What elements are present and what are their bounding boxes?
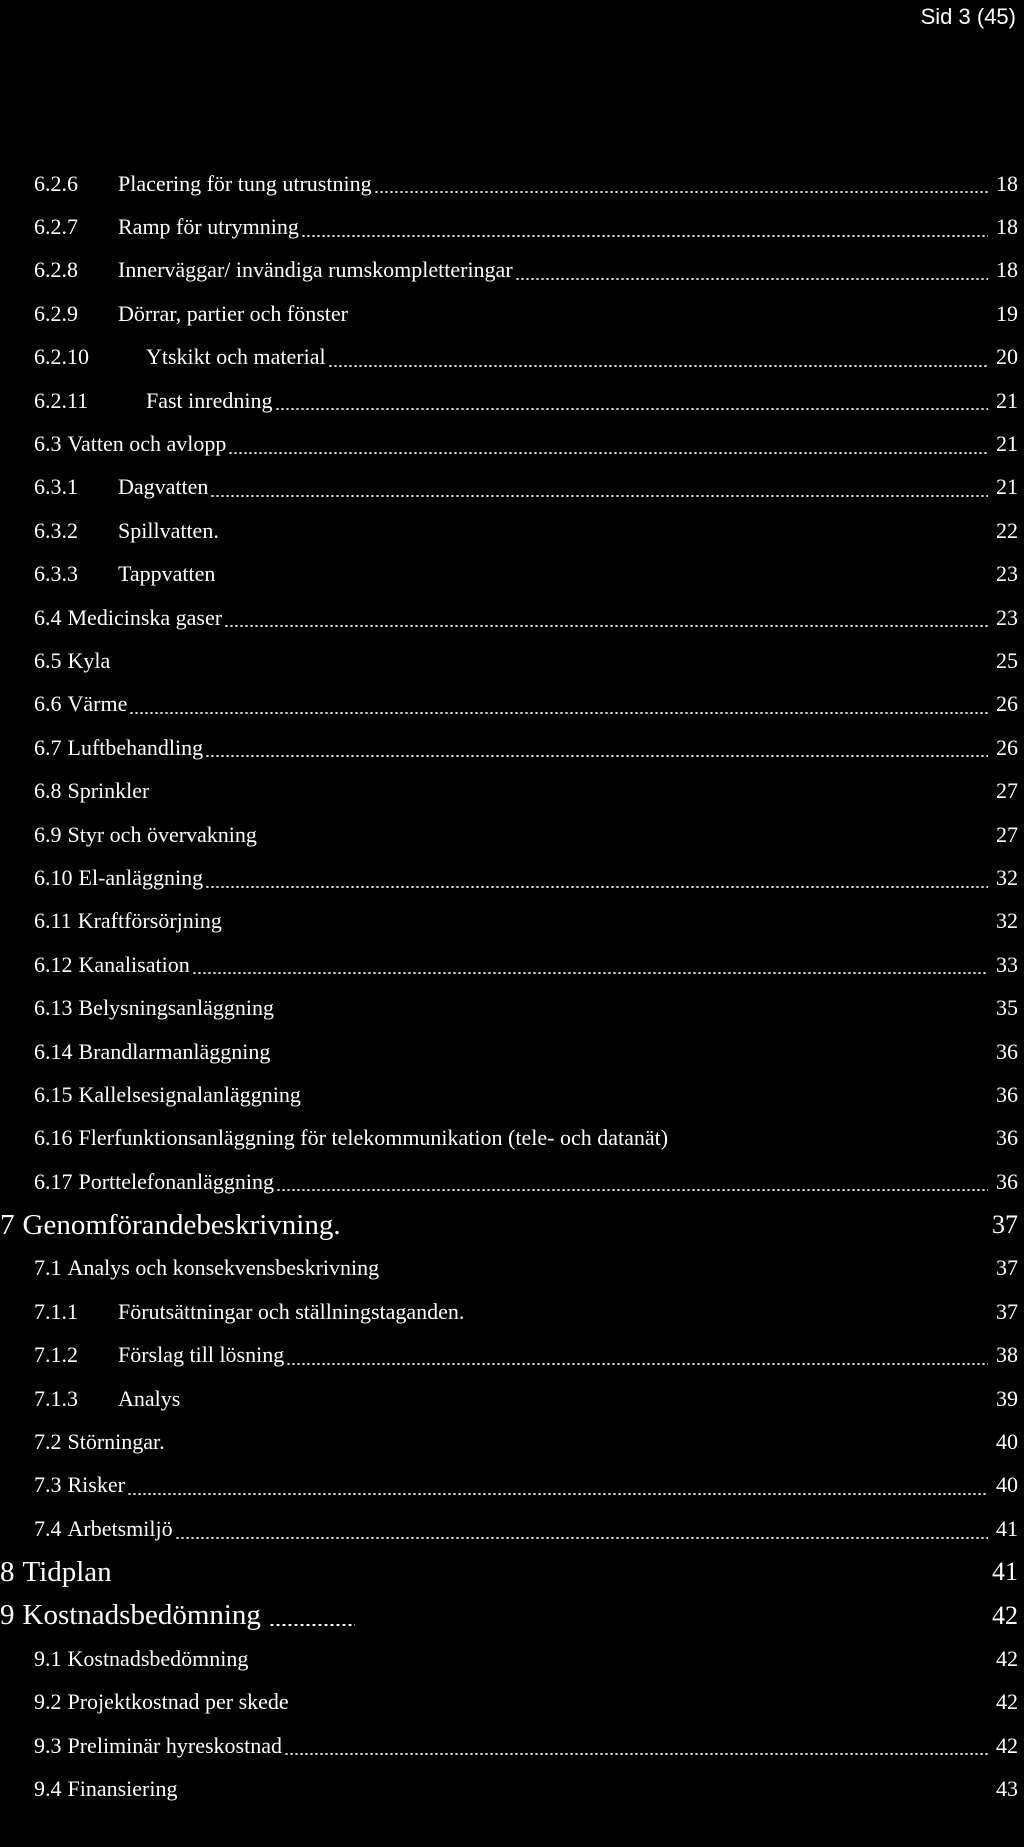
toc-entry-page: 23	[996, 561, 1018, 587]
toc-entry-title: Porttelefonanläggning	[78, 1168, 275, 1194]
toc-entry-number: 7.1.3	[34, 1385, 78, 1411]
toc-entry-title: Luftbehandling	[67, 734, 204, 760]
toc-dot-leader	[129, 712, 988, 714]
toc-entry-page: 38	[996, 1342, 1018, 1368]
toc-entry-number: 6.3	[34, 431, 62, 457]
toc-entry-title: Brandlarmanläggning	[78, 1038, 271, 1064]
toc-entry-page: 43	[996, 1776, 1018, 1802]
toc-entry[interactable]	[0, 509, 1024, 552]
toc-entry-title: Medicinska gaser	[67, 604, 223, 630]
toc-entry-title: Ytskikt och material	[146, 344, 326, 370]
toc-entry[interactable]	[0, 639, 1024, 682]
toc-entry[interactable]	[0, 1767, 1024, 1810]
toc-entry-number: 6.7	[34, 734, 62, 760]
toc-entry[interactable]	[0, 1724, 1024, 1767]
toc-dot-leader	[275, 408, 989, 410]
toc-entry[interactable]	[0, 1377, 1024, 1420]
toc-entry[interactable]	[0, 249, 1024, 292]
toc-dot-leader	[276, 1189, 988, 1191]
toc-entry-number: 6.2.8	[34, 257, 78, 283]
toc-entry-title: Fast inredning	[146, 387, 273, 413]
toc-entry-page: 19	[996, 300, 1018, 326]
table-of-contents	[0, 162, 1024, 1811]
toc-entry-title: Finansiering	[67, 1776, 178, 1802]
toc-entry[interactable]	[0, 769, 1024, 812]
toc-entry-number: 6.10	[34, 864, 73, 890]
toc-dot-leader	[328, 365, 988, 367]
toc-entry-page: 35	[996, 995, 1018, 1021]
toc-dot-leader	[175, 1537, 988, 1539]
toc-dot-leader	[127, 1493, 988, 1495]
toc-entry-page: 23	[996, 604, 1018, 630]
toc-entry-page: 25	[996, 647, 1018, 673]
toc-entry-page: 27	[996, 778, 1018, 804]
toc-entry-title: El-anläggning	[78, 864, 204, 890]
toc-entry-number: 6.13	[34, 995, 73, 1021]
toc-entry-number: 8	[0, 1555, 15, 1588]
toc-entry-title: Genomförandebeskrivning.	[22, 1208, 341, 1241]
toc-entry-title: Kostnadsbedömning	[22, 1599, 261, 1632]
toc-entry-number: 6.6	[34, 691, 62, 717]
toc-entry-number: 7.4	[34, 1515, 62, 1541]
toc-entry-page: 20	[996, 344, 1018, 370]
toc-entry[interactable]	[0, 1681, 1024, 1724]
toc-entry-page: 27	[996, 821, 1018, 847]
toc-entry-page: 32	[996, 864, 1018, 890]
toc-entry[interactable]	[0, 1420, 1024, 1463]
toc-entry-number: 9.1	[34, 1645, 62, 1671]
toc-entry-page: 42	[992, 1600, 1018, 1630]
toc-entry-number: 6.2.6	[34, 170, 78, 196]
toc-entry-number: 6.17	[34, 1168, 73, 1194]
toc-entry-page: 18	[996, 257, 1018, 283]
toc-entry-title: Tidplan	[22, 1555, 112, 1588]
toc-entry-page: 40	[996, 1429, 1018, 1455]
toc-entry[interactable]	[0, 422, 1024, 465]
toc-entry-number: 9.2	[34, 1689, 62, 1715]
toc-entry-title: Arbetsmiljö	[67, 1515, 173, 1541]
toc-entry-title: Belysningsanläggning	[78, 995, 275, 1021]
toc-entry-title: Flerfunktionsanläggning för telekommunikation (tele- och datanät)	[78, 1125, 669, 1151]
toc-entry[interactable]	[0, 1637, 1024, 1680]
toc-entry-title: Analys	[118, 1385, 181, 1411]
toc-entry-page: 42	[996, 1689, 1018, 1715]
toc-entry-number: 9	[0, 1599, 15, 1632]
toc-entry[interactable]	[0, 379, 1024, 422]
toc-entry-title: Tappvatten	[118, 561, 216, 587]
toc-entry-number: 6.14	[34, 1038, 73, 1064]
toc-entry[interactable]	[0, 1160, 1024, 1203]
toc-entry-title: Kanalisation	[78, 951, 190, 977]
toc-entry[interactable]	[0, 162, 1024, 205]
toc-entry-number: 6.2.11	[34, 387, 89, 413]
toc-entry-page: 42	[996, 1732, 1018, 1758]
toc-entry-number: 7.3	[34, 1472, 62, 1498]
toc-dot-leader	[515, 278, 988, 280]
toc-entry-number: 6.12	[34, 951, 73, 977]
toc-entry[interactable]	[0, 1073, 1024, 1116]
toc-dot-leader	[228, 452, 988, 454]
toc-dot-leader	[301, 235, 988, 237]
toc-entry-title: Kostnadsbedömning	[67, 1645, 249, 1671]
toc-entry-title: Förslag till lösning	[118, 1342, 285, 1368]
toc-entry-number: 6.2.9	[34, 300, 78, 326]
toc-entry[interactable]	[0, 813, 1024, 856]
toc-entry-number: 6.15	[34, 1081, 73, 1107]
toc-entry[interactable]	[0, 1290, 1024, 1333]
toc-entry-number: 6.16	[34, 1125, 73, 1151]
toc-dot-leader	[205, 886, 988, 888]
toc-entry-title: Preliminär hyreskostnad	[67, 1732, 282, 1758]
toc-entry-title: Risker	[67, 1472, 125, 1498]
toc-dot-leader	[269, 1624, 355, 1626]
toc-entry-page: 26	[996, 691, 1018, 717]
toc-entry-page: 21	[996, 474, 1018, 500]
toc-entry-title: Kraftförsörjning	[77, 908, 222, 934]
toc-entry-number: 9.3	[34, 1732, 62, 1758]
toc-entry[interactable]	[0, 1334, 1024, 1377]
toc-entry-page: 22	[996, 517, 1018, 543]
toc-entry[interactable]	[0, 596, 1024, 639]
toc-entry-number: 6.2.10	[34, 344, 89, 370]
toc-entry-title: Projektkostnad per skede	[67, 1689, 289, 1715]
toc-entry[interactable]	[0, 1247, 1024, 1290]
toc-dot-leader	[192, 972, 988, 974]
toc-entry-title: Spillvatten.	[118, 517, 219, 543]
toc-entry-number: 7.2	[34, 1429, 62, 1455]
toc-entry[interactable]	[0, 466, 1024, 509]
toc-entry[interactable]	[0, 1507, 1024, 1550]
toc-entry-title: Analys och konsekvensbeskrivning	[67, 1255, 380, 1281]
toc-entry[interactable]	[0, 205, 1024, 248]
toc-dot-leader	[205, 755, 988, 757]
toc-entry-page: 37	[996, 1298, 1018, 1324]
toc-dot-leader	[374, 191, 988, 193]
toc-entry-number: 6.3.3	[34, 561, 78, 587]
toc-entry[interactable]	[0, 986, 1024, 1029]
toc-entry-page: 26	[996, 734, 1018, 760]
toc-entry-page: 39	[996, 1385, 1018, 1411]
toc-entry-page: 36	[996, 1168, 1018, 1194]
toc-entry-page: 37	[996, 1255, 1018, 1281]
toc-entry-number: 6.8	[34, 778, 62, 804]
toc-entry[interactable]	[0, 1551, 1024, 1594]
toc-entry[interactable]	[0, 336, 1024, 379]
toc-entry-page: 41	[996, 1515, 1018, 1541]
toc-entry-title: Styr och övervakning	[67, 821, 257, 847]
toc-entry-page: 36	[996, 1125, 1018, 1151]
toc-entry-page: 41	[992, 1557, 1018, 1587]
toc-entry[interactable]	[0, 856, 1024, 899]
toc-entry[interactable]	[0, 726, 1024, 769]
toc-entry-title: Värme	[67, 691, 128, 717]
toc-entry[interactable]	[0, 292, 1024, 335]
toc-entry-number: 6.4	[34, 604, 62, 630]
toc-entry-number: 6.11	[34, 908, 72, 934]
toc-dot-leader	[284, 1753, 988, 1755]
toc-entry-page: 18	[996, 170, 1018, 196]
toc-dot-leader	[210, 495, 988, 497]
toc-entry-number: 6.5	[34, 647, 62, 673]
toc-entry-title: Ramp för utrymning	[118, 214, 299, 240]
toc-entry-title: Innerväggar/ invändiga rumskompletteringar	[118, 257, 513, 283]
toc-entry-page: 37	[992, 1210, 1018, 1240]
toc-entry-page: 21	[996, 431, 1018, 457]
toc-entry-page: 36	[996, 1038, 1018, 1064]
toc-entry[interactable]	[0, 1030, 1024, 1073]
toc-entry-title: Vatten och avlopp	[67, 431, 227, 457]
toc-entry[interactable]	[0, 1203, 1024, 1246]
toc-entry-title: Placering för tung utrustning	[118, 170, 372, 196]
toc-entry[interactable]	[0, 1117, 1024, 1160]
toc-entry[interactable]	[0, 943, 1024, 986]
toc-entry-number: 7	[0, 1208, 15, 1241]
toc-entry-title: Dörrar, partier och fönster	[118, 300, 349, 326]
toc-entry-title: Förutsättningar och ställningstaganden.	[118, 1298, 465, 1324]
toc-entry-number: 7.1.2	[34, 1342, 78, 1368]
toc-entry-title: Dagvatten	[118, 474, 209, 500]
toc-entry[interactable]	[0, 1464, 1024, 1507]
toc-entry[interactable]	[0, 683, 1024, 726]
toc-entry-number: 6.2.7	[34, 214, 78, 240]
toc-dot-leader	[224, 625, 988, 627]
toc-entry[interactable]	[0, 900, 1024, 943]
toc-entry-title: Kallelsesignalanläggning	[78, 1081, 301, 1107]
toc-entry-number: 9.4	[34, 1776, 62, 1802]
toc-entry-page: 32	[996, 908, 1018, 934]
toc-entry-page: 33	[996, 951, 1018, 977]
toc-entry-title: Störningar.	[67, 1429, 165, 1455]
toc-entry-page: 42	[996, 1645, 1018, 1671]
toc-entry-page: 40	[996, 1472, 1018, 1498]
toc-entry-number: 6.9	[34, 821, 62, 847]
page-number: Sid 3 (45)	[920, 4, 1016, 29]
toc-entry-number: 7.1	[34, 1255, 62, 1281]
toc-entry-page: 36	[996, 1081, 1018, 1107]
toc-entry-number: 7.1.1	[34, 1298, 78, 1324]
toc-entry-title: Sprinkler	[67, 778, 150, 804]
toc-entry-number: 6.3.1	[34, 474, 78, 500]
toc-entry[interactable]	[0, 1594, 1024, 1637]
toc-entry-page: 21	[996, 387, 1018, 413]
toc-entry-page: 18	[996, 214, 1018, 240]
toc-entry-number: 6.3.2	[34, 517, 78, 543]
toc-dot-leader	[286, 1363, 988, 1365]
toc-entry[interactable]	[0, 553, 1024, 596]
toc-entry-title: Kyla	[67, 647, 111, 673]
